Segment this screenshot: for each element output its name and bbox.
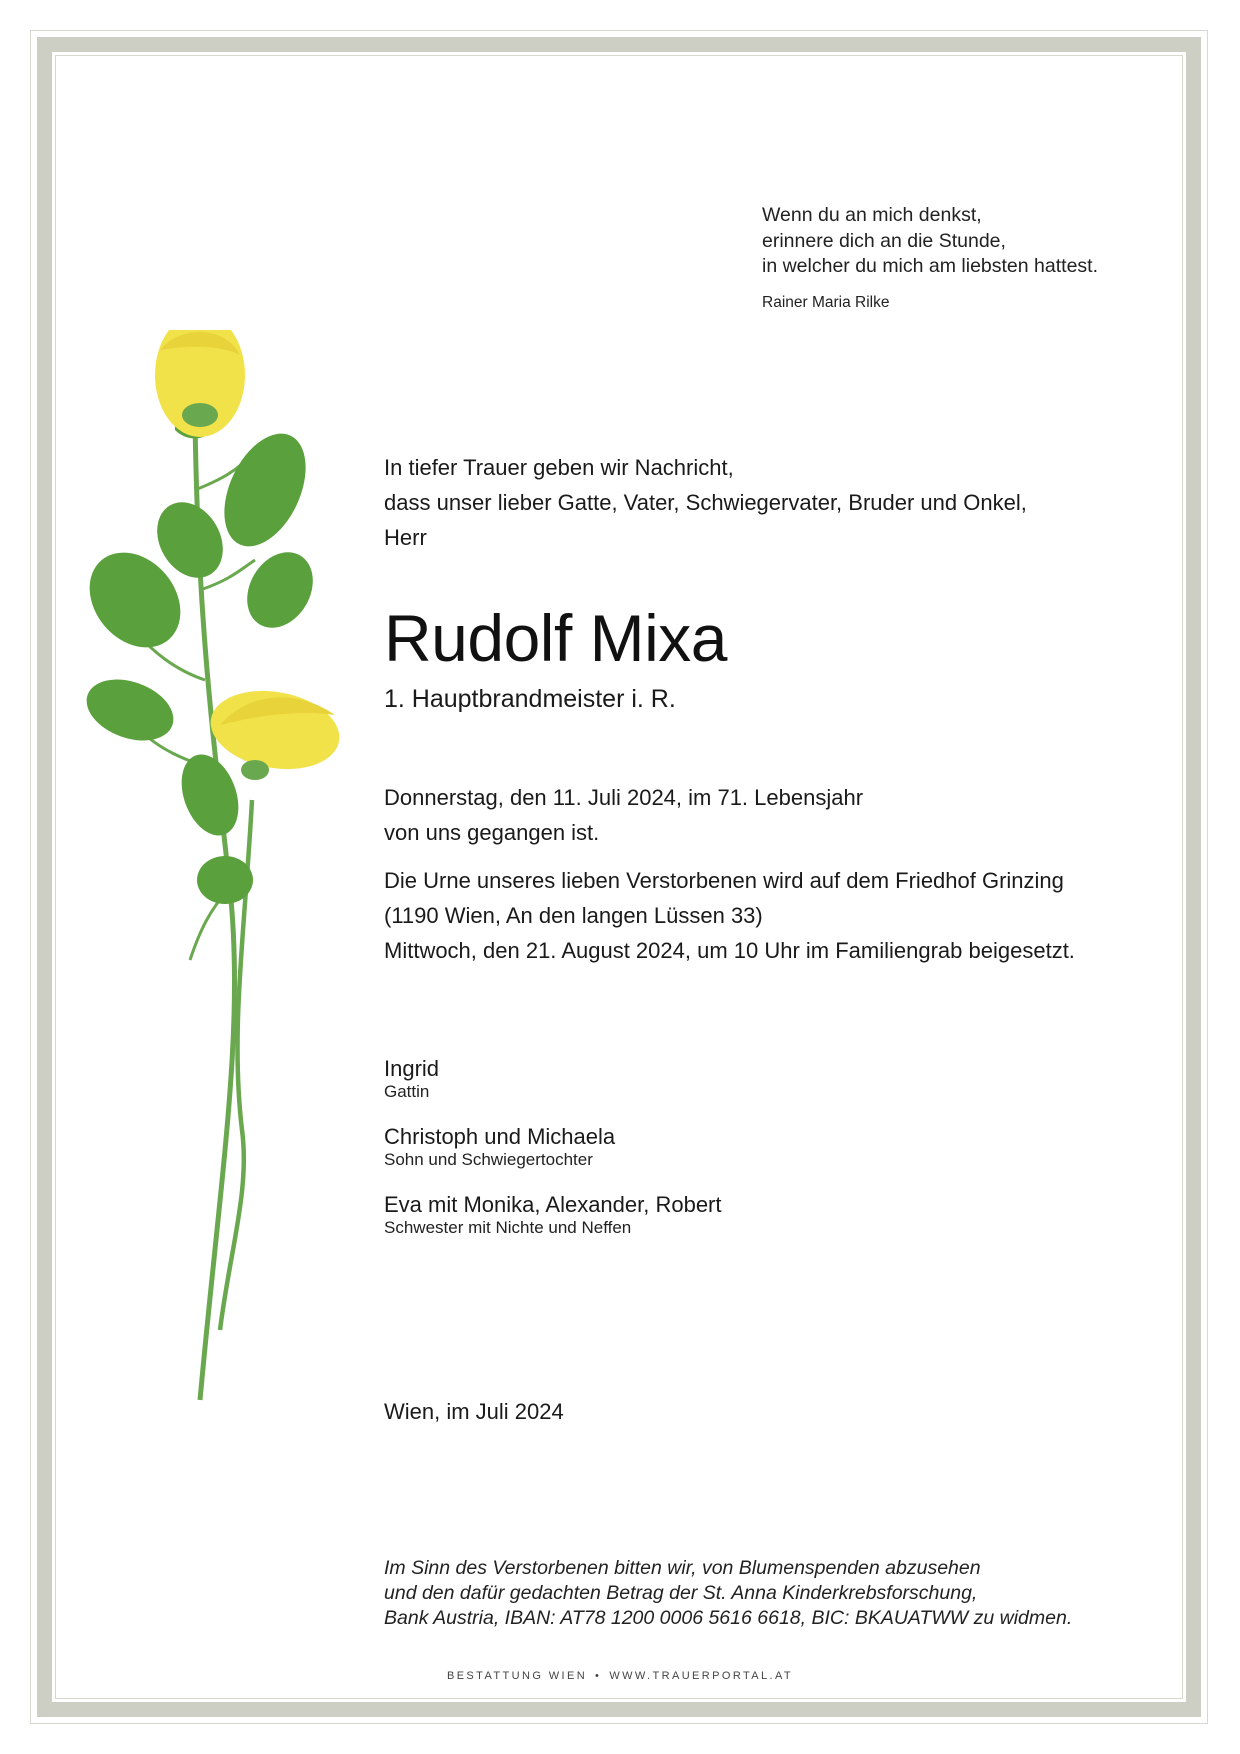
intro-line: In tiefer Trauer geben wir Nachricht, bbox=[384, 455, 734, 480]
death-line: Donnerstag, den 11. Juli 2024, im 71. Lebensjahr bbox=[384, 785, 864, 810]
survivor-role: Sohn und Schwiegertochter bbox=[384, 1150, 593, 1169]
quote-author: Rainer Maria Rilke bbox=[762, 293, 890, 311]
footer-company: BESTATTUNG WIEN bbox=[446, 1670, 588, 1682]
survivor-entry bbox=[384, 1191, 722, 1238]
announcement bbox=[384, 450, 1144, 968]
quote-line: erinnere dich an die Stunde, bbox=[762, 229, 1006, 252]
survivor-role: Gattin bbox=[384, 1082, 430, 1101]
footer-separator: • bbox=[595, 1670, 602, 1682]
survivor-name: Christoph und Michaela bbox=[384, 1124, 616, 1149]
burial-line: (1190 Wien, An den langen Lüssen 33) bbox=[384, 903, 763, 928]
quote-line: in welcher du mich am liebsten hattest. bbox=[762, 255, 1098, 277]
survivors-list bbox=[384, 1055, 722, 1259]
footer bbox=[0, 1670, 1240, 1682]
donation-line: und den dafür gedachten Betrag der St. Anna Kinderkrebsforschung, bbox=[384, 1582, 978, 1604]
intro-line: Herr bbox=[384, 525, 427, 550]
intro-line: dass unser lieber Gatte, Vater, Schwiegervater, Bruder und Onkel, bbox=[384, 490, 1027, 515]
survivor-entry bbox=[384, 1123, 722, 1170]
quote-line: Wenn du an mich denkst, bbox=[762, 204, 982, 226]
place-date: Wien, im Juli 2024 bbox=[384, 1399, 564, 1424]
burial-line: Die Urne unseres lieben Verstorbenen wird auf dem Friedhof Grinzing bbox=[384, 868, 1064, 893]
survivor-entry bbox=[384, 1055, 722, 1102]
burial-line: Mittwoch, den 21. August 2024, um 10 Uhr im Familiengrab beigesetzt. bbox=[384, 938, 1075, 963]
donation-line: Im Sinn des Verstorbenen bitten wir, von Blumenspenden abzusehen bbox=[384, 1557, 981, 1579]
deceased-title: 1. Hauptbrandmeister i. R. bbox=[384, 685, 676, 713]
survivor-name: Ingrid bbox=[384, 1056, 440, 1081]
yellow-rose-icon bbox=[80, 330, 380, 1410]
poem-quote bbox=[762, 203, 1182, 315]
survivor-name: Eva mit Monika, Alexander, Robert bbox=[384, 1192, 722, 1217]
donation-line: Bank Austria, IBAN: AT78 1200 0006 5616 6618, BIC: BKAUATWW zu widmen. bbox=[384, 1607, 1073, 1629]
death-line: von uns gegangen ist. bbox=[384, 820, 600, 845]
footer-website[interactable]: WWW.TRAUERPORTAL.AT bbox=[609, 1670, 794, 1682]
deceased-name: Rudolf Mixa bbox=[384, 601, 727, 675]
donation-note bbox=[384, 1556, 1144, 1631]
survivor-role: Schwester mit Nichte und Neffen bbox=[384, 1218, 632, 1237]
